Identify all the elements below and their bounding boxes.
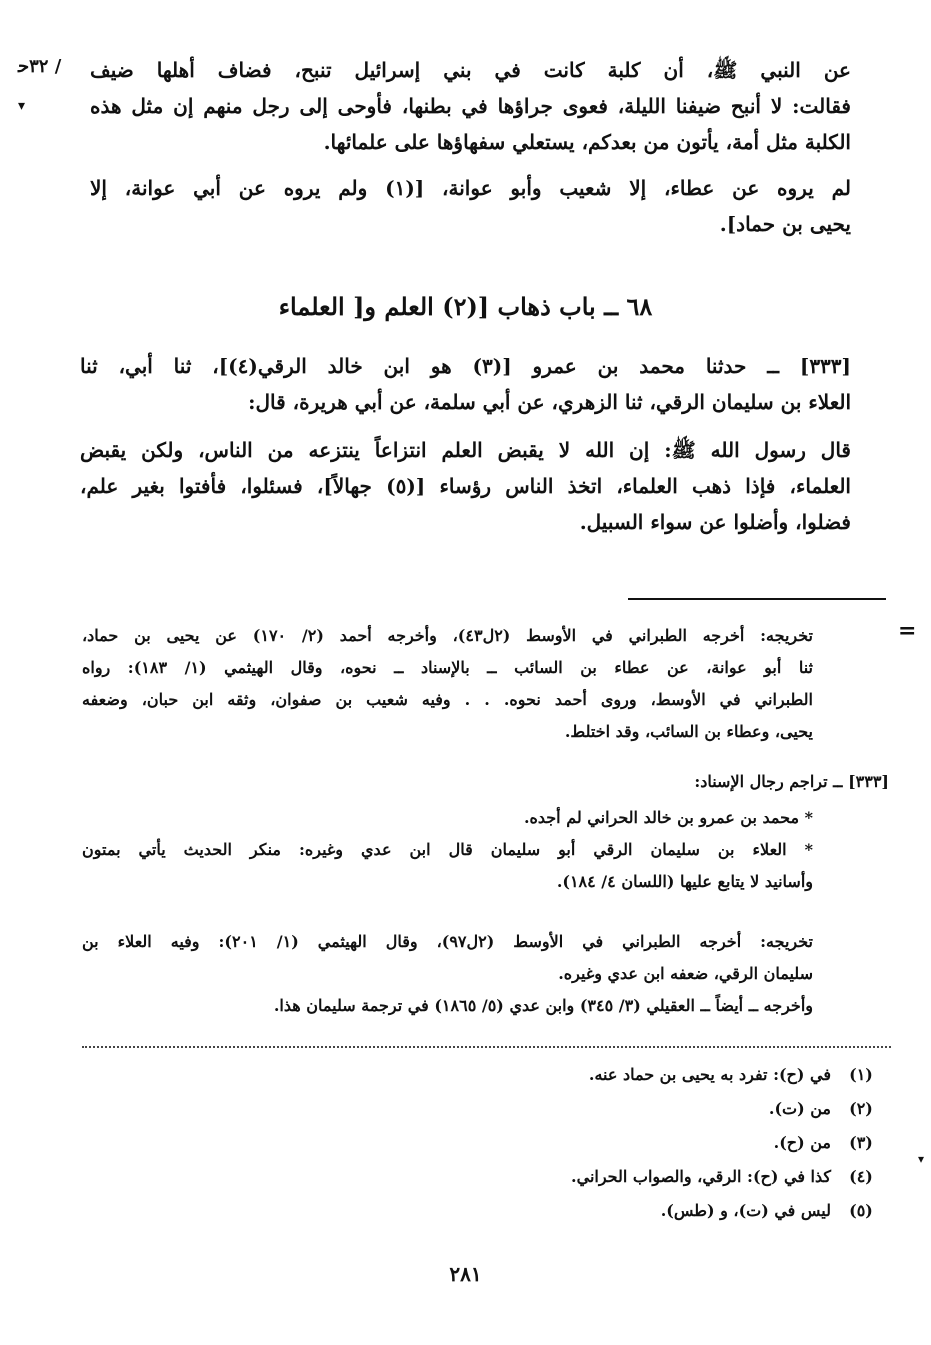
note-line: * محمد بن عمرو بن خالد الحراني لم أجده.	[523, 808, 813, 827]
rijal-heading: [٣٣٣] ــ تراجم رجال الإسناد:	[694, 772, 889, 791]
note-line: سليمان الرقي، ضعفه ابن عدي وغيره.	[558, 964, 813, 983]
footnote-number: (٥)	[849, 1201, 873, 1220]
footnote-text: في (ح): تفرد به يحيى بن حماد عنه.	[588, 1065, 831, 1084]
footnote-number: (٢)	[849, 1099, 873, 1118]
footnotes-separator	[82, 1046, 891, 1048]
page-number: ٢٨١	[449, 1262, 482, 1286]
text-line: العلماء، فإذا ذهب العلماء، اتخذ الناس رؤساء [(٥) جهالاً]، فسئلوا، فأفتوا بغير علم،	[80, 474, 851, 498]
text-line: لم يروه عن عطاء، إلا شعيب وأبو عوانة، [(١) ولم يروه عن أبي عوانة، إلا	[90, 176, 851, 200]
note-line: يحيى، وعطاء بن السائب، وقد اختلط.	[564, 722, 813, 741]
note-line: ثنا أبو عوانة، عن عطاء بن السائب ــ بالإسناد ــ نحوه، وقال الهيثمي (١/ ١٨٣): رواه	[82, 658, 814, 677]
text-line: قال رسول الله ﷺ: إن الله لا يقبض العلم انتزاعاً ينتزعه من الناس، ولكن يقبض	[80, 438, 851, 462]
note-line: تخريجه: أخرجه الطبراني في الأوسط (٢ل٤٣)، وأخرجه أحمد (٢/ ١٧٠) عن يحيى بن حماد،	[82, 626, 814, 645]
text-line: الكلبة مثل أمة، يأتون من بعدكم، يستعلي سفهاؤها على علمائها.	[323, 130, 851, 154]
note-line: * العلاء بن سليمان الرقي أبو سليمان قال ابن عدي وغيره: منكر الحديث يأتي بمتون	[82, 840, 813, 859]
hadith-333-text	[80, 348, 851, 540]
footnote-text: كذا في (ح): الرقي، والصواب الحراني.	[571, 1167, 831, 1186]
text-line: فضلوا، وأضلوا عن سواء السبيل.	[579, 510, 851, 534]
margin-reference: ٣٢ﺣ /	[18, 56, 62, 77]
text-line: العلاء بن سليمان الرقي، ثنا الزهري، عن أبي سلمة، عن أبي هريرة، قال:	[248, 390, 851, 414]
footnote-number: (١)	[849, 1065, 873, 1084]
footnote	[300, 1058, 891, 1092]
takhrij-332	[82, 620, 813, 748]
note-line: وأسانيد لا يتابع عليها (اللسان ٤/ ١٨٤).	[556, 872, 813, 891]
chapter-title: ٦٨ ــ باب ذهاب [(٢) العلم و[ العلماء	[278, 292, 653, 321]
text-line: يحيى بن حماد].	[719, 212, 851, 236]
footnote-text: من (ت).	[768, 1099, 831, 1118]
text-line: عن النبي ﷺ، أن كلبة كانت في بني إسرائيل تنبح، فضاف أهلها ضيف	[90, 58, 851, 82]
footnote-number: (٤)	[849, 1167, 873, 1186]
notes-separator	[628, 598, 886, 600]
text-line: فقالت: لا أنبح ضيفنا الليلة، فعوى جراؤها في بطنها، فأوحى إلى رجل منهم إن مثل هذه	[90, 94, 851, 118]
footnote-text: من (ح).	[773, 1133, 831, 1152]
takhrij-333	[82, 926, 813, 1022]
footnote-number: (٣)	[849, 1133, 873, 1152]
footnote	[300, 1160, 891, 1194]
note-line: الطبراني في الأوسط، وروى أحمد نحوه. . . وفيه شعيب بن صفوان، وثقه ابن حبان، وضعفه	[82, 690, 813, 709]
margin-mark: ▾	[18, 98, 26, 114]
hadith-332-text	[90, 52, 851, 242]
footnote	[300, 1092, 891, 1126]
continuation-mark: =	[898, 618, 917, 644]
text-line: [٣٣٣] ــ حدثنا محمد بن عمرو [(٣) هو ابن خالد الرقي(٤)]، ثنا أبي، ثنا	[80, 354, 852, 378]
footnote	[300, 1126, 891, 1160]
footnotes	[300, 1058, 891, 1228]
footnote	[300, 1194, 891, 1228]
note-line: وأخرجه ــ أيضاً ــ العقيلي (٣/ ٣٤٥) وابن عدي (٥/ ١٨٦٥) في ترجمة سليمان هذا.	[273, 996, 813, 1015]
footnote-text: ليس في (ت)، و (طس).	[660, 1201, 831, 1220]
margin-mark: ▾	[918, 1152, 925, 1166]
rijal-333	[82, 802, 813, 898]
note-line: تخريجه: أخرجه الطبراني في الأوسط (٢ل٩٧)، وقال الهيثمي (١/ ٢٠١): وفيه العلاء بن	[82, 932, 814, 951]
